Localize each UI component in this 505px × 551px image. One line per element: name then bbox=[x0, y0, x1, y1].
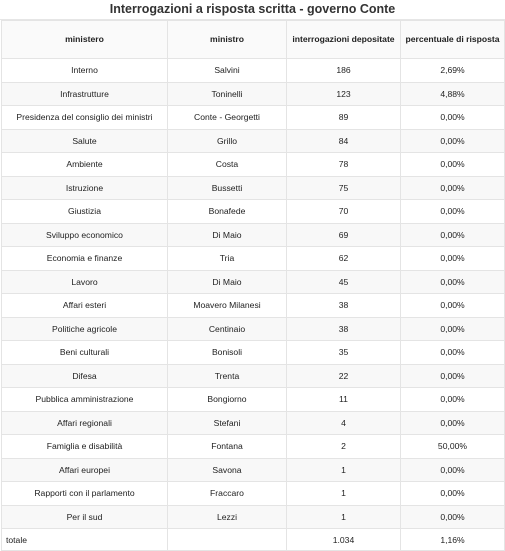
cell-ministero: Pubblica amministrazione bbox=[2, 388, 168, 412]
cell-interrogazioni: 38 bbox=[287, 317, 401, 341]
cell-ministero: Per il sud bbox=[2, 505, 168, 529]
cell-percentuale: 0,00% bbox=[401, 388, 505, 412]
cell-ministro: Fontana bbox=[168, 435, 287, 459]
cell-ministro: Tria bbox=[168, 247, 287, 271]
cell-percentuale: 0,00% bbox=[401, 153, 505, 177]
cell-interrogazioni: 123 bbox=[287, 82, 401, 106]
cell-ministero: Lavoro bbox=[2, 270, 168, 294]
table-row bbox=[2, 411, 505, 435]
data-table bbox=[1, 20, 505, 551]
header-ministro: ministro bbox=[168, 21, 287, 59]
cell-interrogazioni: 11 bbox=[287, 388, 401, 412]
table-row bbox=[2, 458, 505, 482]
cell-ministero: Rapporti con il parlamento bbox=[2, 482, 168, 506]
cell-ministro: Bonafede bbox=[168, 200, 287, 224]
cell-ministro: Bonisoli bbox=[168, 341, 287, 365]
cell-ministero: Salute bbox=[2, 129, 168, 153]
cell-percentuale: 0,00% bbox=[401, 364, 505, 388]
cell-ministero: Presidenza del consiglio dei ministri bbox=[2, 106, 168, 130]
table-row bbox=[2, 482, 505, 506]
table-row bbox=[2, 176, 505, 200]
cell-ministro: Savona bbox=[168, 458, 287, 482]
header-interrogazioni: interrogazioni depositate bbox=[287, 21, 401, 59]
cell-ministro: Grillo bbox=[168, 129, 287, 153]
header-row bbox=[2, 21, 505, 59]
cell-interrogazioni: 1 bbox=[287, 505, 401, 529]
cell-ministro: Trenta bbox=[168, 364, 287, 388]
cell-ministero: Affari europei bbox=[2, 458, 168, 482]
cell-percentuale: 0,00% bbox=[401, 317, 505, 341]
cell-ministero: Affari esteri bbox=[2, 294, 168, 318]
table-row bbox=[2, 435, 505, 459]
table-row bbox=[2, 364, 505, 388]
table-row bbox=[2, 294, 505, 318]
cell-percentuale: 0,00% bbox=[401, 505, 505, 529]
cell-percentuale: 0,00% bbox=[401, 458, 505, 482]
cell-ministro: Salvini bbox=[168, 59, 287, 83]
cell-interrogazioni: 62 bbox=[287, 247, 401, 271]
cell-percentuale: 0,00% bbox=[401, 411, 505, 435]
cell-interrogazioni: 4 bbox=[287, 411, 401, 435]
table-row bbox=[2, 341, 505, 365]
table-row bbox=[2, 247, 505, 271]
header-percentuale: percentuale di risposta bbox=[401, 21, 505, 59]
cell-ministero: Interno bbox=[2, 59, 168, 83]
cell-percentuale: 0,00% bbox=[401, 247, 505, 271]
cell-ministro: Bussetti bbox=[168, 176, 287, 200]
total-percentuale: 1,16% bbox=[401, 529, 505, 551]
cell-ministro: Di Maio bbox=[168, 270, 287, 294]
cell-interrogazioni: 69 bbox=[287, 223, 401, 247]
cell-ministro: Toninelli bbox=[168, 82, 287, 106]
cell-ministro: Stefani bbox=[168, 411, 287, 435]
cell-interrogazioni: 84 bbox=[287, 129, 401, 153]
cell-ministro: Lezzi bbox=[168, 505, 287, 529]
table-row bbox=[2, 223, 505, 247]
cell-ministro: Fraccaro bbox=[168, 482, 287, 506]
cell-percentuale: 0,00% bbox=[401, 106, 505, 130]
table-title: Interrogazioni a risposta scritta - governo Conte bbox=[0, 0, 505, 20]
cell-ministero: Economia e finanze bbox=[2, 247, 168, 271]
header-ministero: ministero bbox=[2, 21, 168, 59]
cell-percentuale: 0,00% bbox=[401, 200, 505, 224]
table-row bbox=[2, 153, 505, 177]
table-row bbox=[2, 82, 505, 106]
total-label: totale bbox=[2, 529, 168, 551]
table-row bbox=[2, 505, 505, 529]
cell-percentuale: 0,00% bbox=[401, 176, 505, 200]
cell-ministero: Politiche agricole bbox=[2, 317, 168, 341]
cell-interrogazioni: 45 bbox=[287, 270, 401, 294]
cell-percentuale: 0,00% bbox=[401, 129, 505, 153]
cell-interrogazioni: 75 bbox=[287, 176, 401, 200]
cell-percentuale: 0,00% bbox=[401, 341, 505, 365]
cell-ministro: Moavero Milanesi bbox=[168, 294, 287, 318]
cell-percentuale: 0,00% bbox=[401, 482, 505, 506]
cell-percentuale: 2,69% bbox=[401, 59, 505, 83]
cell-ministro: Centinaio bbox=[168, 317, 287, 341]
cell-ministero: Ambiente bbox=[2, 153, 168, 177]
total-interrogazioni: 1.034 bbox=[287, 529, 401, 551]
cell-ministero: Famiglia e disabilità bbox=[2, 435, 168, 459]
cell-ministro: Conte - Georgetti bbox=[168, 106, 287, 130]
cell-percentuale: 4,88% bbox=[401, 82, 505, 106]
table-row bbox=[2, 317, 505, 341]
cell-ministro: Bongiorno bbox=[168, 388, 287, 412]
cell-interrogazioni: 1 bbox=[287, 458, 401, 482]
cell-interrogazioni: 1 bbox=[287, 482, 401, 506]
cell-interrogazioni: 186 bbox=[287, 59, 401, 83]
cell-percentuale: 0,00% bbox=[401, 223, 505, 247]
cell-ministro: Costa bbox=[168, 153, 287, 177]
cell-interrogazioni: 2 bbox=[287, 435, 401, 459]
cell-percentuale: 0,00% bbox=[401, 294, 505, 318]
cell-ministero: Beni culturali bbox=[2, 341, 168, 365]
cell-ministero: Infrastrutture bbox=[2, 82, 168, 106]
table-row bbox=[2, 129, 505, 153]
table-row bbox=[2, 270, 505, 294]
cell-percentuale: 50,00% bbox=[401, 435, 505, 459]
cell-ministero: Difesa bbox=[2, 364, 168, 388]
cell-ministro: Di Maio bbox=[168, 223, 287, 247]
cell-ministero: Sviluppo economico bbox=[2, 223, 168, 247]
table-row bbox=[2, 106, 505, 130]
cell-interrogazioni: 38 bbox=[287, 294, 401, 318]
table-row bbox=[2, 388, 505, 412]
cell-percentuale: 0,00% bbox=[401, 270, 505, 294]
cell-ministero: Giustizia bbox=[2, 200, 168, 224]
cell-interrogazioni: 70 bbox=[287, 200, 401, 224]
cell-interrogazioni: 22 bbox=[287, 364, 401, 388]
cell-ministero: Affari regionali bbox=[2, 411, 168, 435]
table-row bbox=[2, 59, 505, 83]
table-row bbox=[2, 200, 505, 224]
cell-interrogazioni: 78 bbox=[287, 153, 401, 177]
cell-interrogazioni: 89 bbox=[287, 106, 401, 130]
cell-ministero: Istruzione bbox=[2, 176, 168, 200]
cell-interrogazioni: 35 bbox=[287, 341, 401, 365]
